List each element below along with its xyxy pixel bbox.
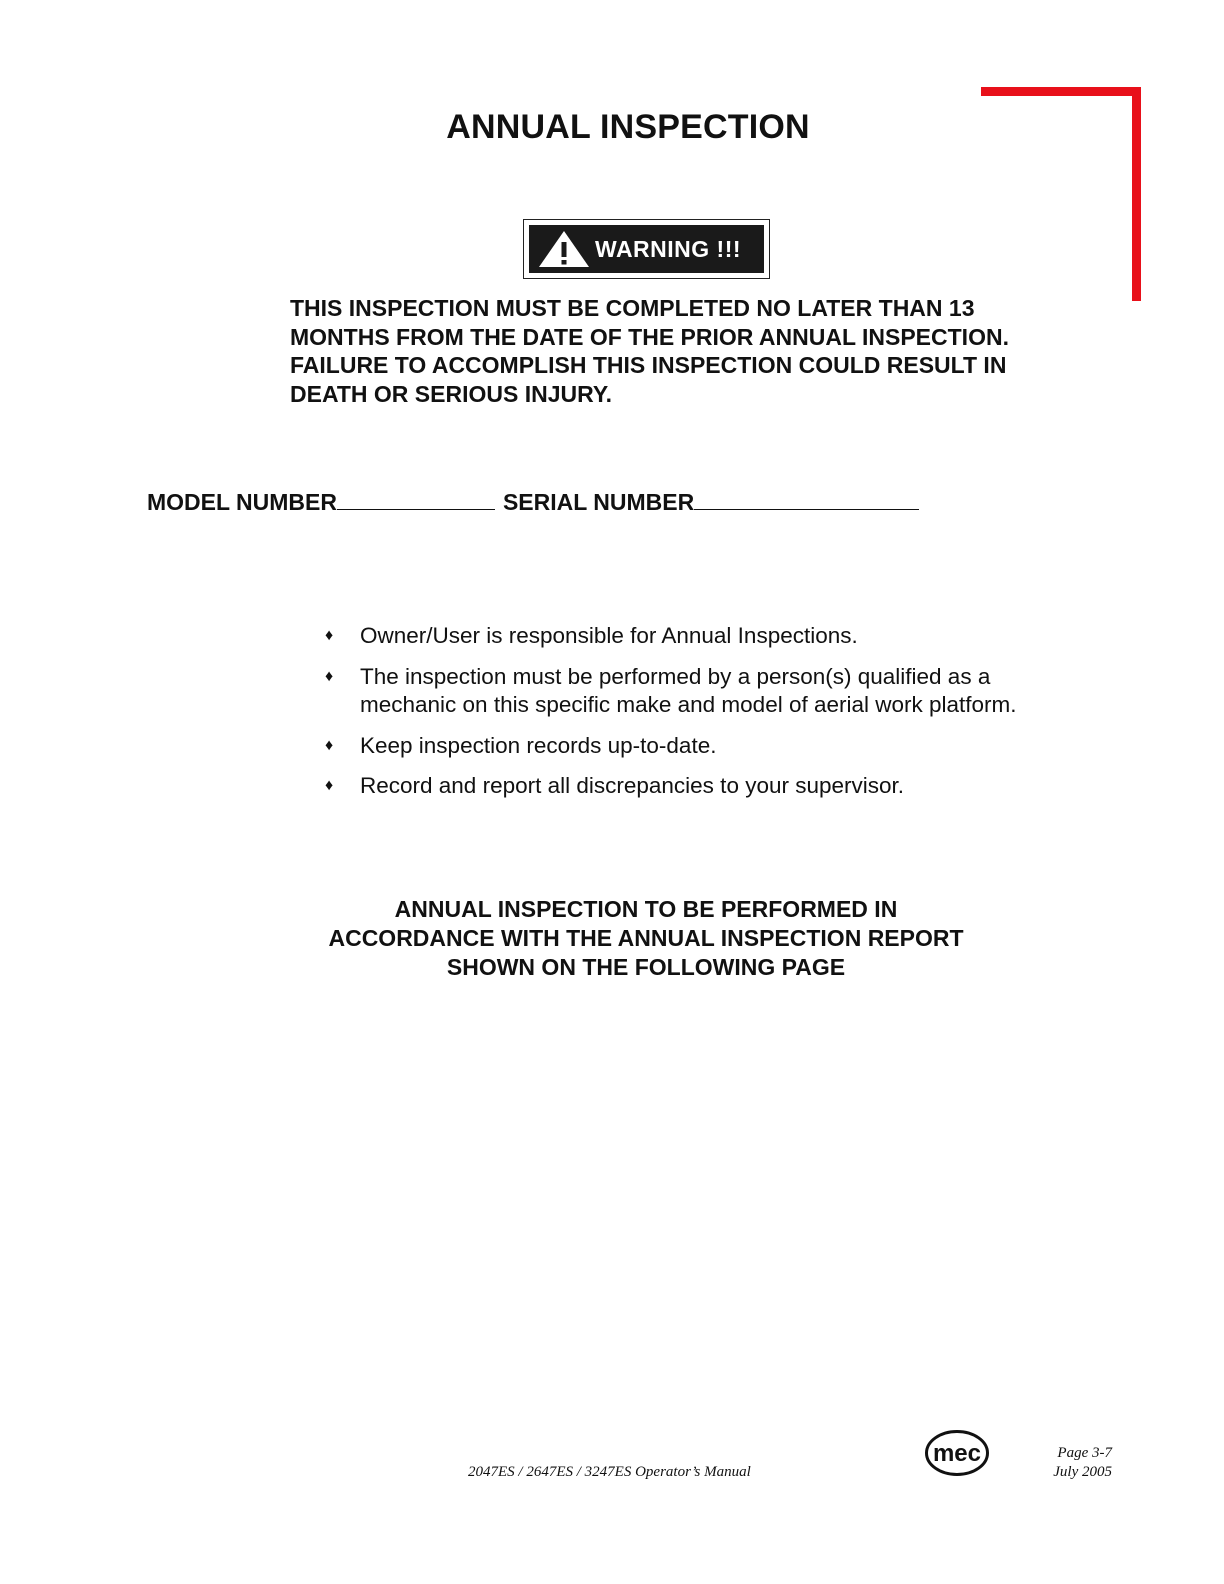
diamond-bullet-icon: ♦: [325, 627, 334, 644]
warning-banner: [523, 219, 770, 279]
footer-page-info: [1020, 1444, 1112, 1482]
list-item-text: The inspection must be performed by a person(s) qualified as a mechanic on this specific make and model of aerial work platform.: [360, 663, 1017, 717]
warning-message: THIS INSPECTION MUST BE COMPLETED NO LATER THAN 13 MONTHS FROM THE DATE OF THE PRIOR ANNUAL INSPECTION. FAILURE TO ACCOMPLISH THIS INSPECTION COULD RESULT IN DEATH OR SERIOUS INJURY.: [290, 295, 1009, 407]
model-number-label: MODEL NUMBER: [147, 489, 337, 515]
closing-note-line: SHOWN ON THE FOLLOWING PAGE: [446, 954, 846, 980]
page-number: Page 3-7: [1057, 1445, 1112, 1461]
list-item: [325, 622, 1085, 651]
warning-banner-inner: [529, 225, 764, 273]
identification-fields: [147, 489, 919, 516]
list-item-text: Owner/User is responsible for Annual Inspections.: [360, 623, 858, 648]
list-item: [325, 663, 1085, 720]
serial-number-blank: [694, 489, 919, 510]
model-number-blank: [337, 489, 495, 510]
warning-triangle-icon: [537, 229, 591, 269]
list-item-text: Record and report all discrepancies to your supervisor.: [360, 773, 905, 798]
list-item-text: Keep inspection records up-to-date.: [360, 732, 717, 758]
responsibility-list: [325, 622, 1085, 813]
list-item: [325, 772, 1085, 801]
closing-note-line: ANNUAL INSPECTION TO BE PERFORMED IN: [394, 896, 898, 922]
publication-date: July 2005: [1053, 1464, 1112, 1480]
diamond-bullet-icon: ♦: [325, 777, 334, 794]
diamond-bullet-icon: ♦: [325, 736, 334, 754]
page-title: ANNUAL INSPECTION: [446, 108, 810, 146]
warning-label: WARNING !!!: [595, 235, 742, 262]
closing-note-line: ACCORDANCE WITH THE ANNUAL INSPECTION REPORT: [328, 925, 964, 951]
mec-logo: [924, 1429, 990, 1477]
serial-number-label: SERIAL NUMBER: [502, 489, 695, 515]
diamond-bullet-icon: ♦: [325, 667, 334, 685]
closing-note: [0, 895, 1224, 982]
logo-text: mec: [932, 1440, 982, 1467]
footer-manual-title: 2047ES / 2647ES / 3247ES Operator’s Manual: [468, 1464, 751, 1480]
list-item: [325, 732, 1085, 761]
